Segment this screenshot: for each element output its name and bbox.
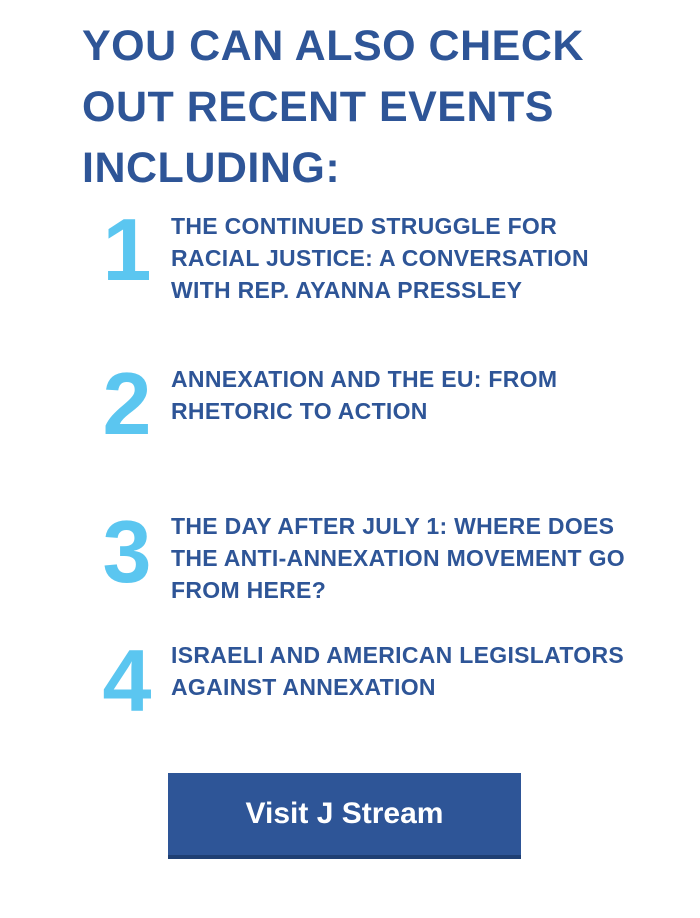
event-number: 2	[102, 354, 152, 453]
event-title: ISRAELI AND AMERICAN LEGISLATORS AGAINST ANNEXATION	[171, 642, 625, 700]
event-title: THE CONTINUED STRUGGLE FOR RACIAL JUSTICE: A CONVERSATION WITH REP. AYANNA PRESSLEY	[171, 213, 589, 303]
heading-line-2: OUT RECENT EVENTS	[80, 79, 558, 135]
event-number: 3	[102, 502, 152, 601]
event-title: ANNEXATION AND THE EU: FROM RHETORIC TO ACTION	[171, 366, 558, 424]
event-title: THE DAY AFTER JULY 1: WHERE DOES THE ANTI-ANNEXATION MOVEMENT GO FROM HERE?	[171, 513, 625, 603]
visit-j-stream-button[interactable]: Visit J Stream	[168, 773, 521, 859]
heading-line-1: YOU CAN ALSO CHECK	[80, 18, 588, 74]
heading-line-3: INCLUDING:	[80, 140, 344, 196]
event-number: 1	[102, 200, 152, 299]
event-number: 4	[102, 631, 152, 730]
